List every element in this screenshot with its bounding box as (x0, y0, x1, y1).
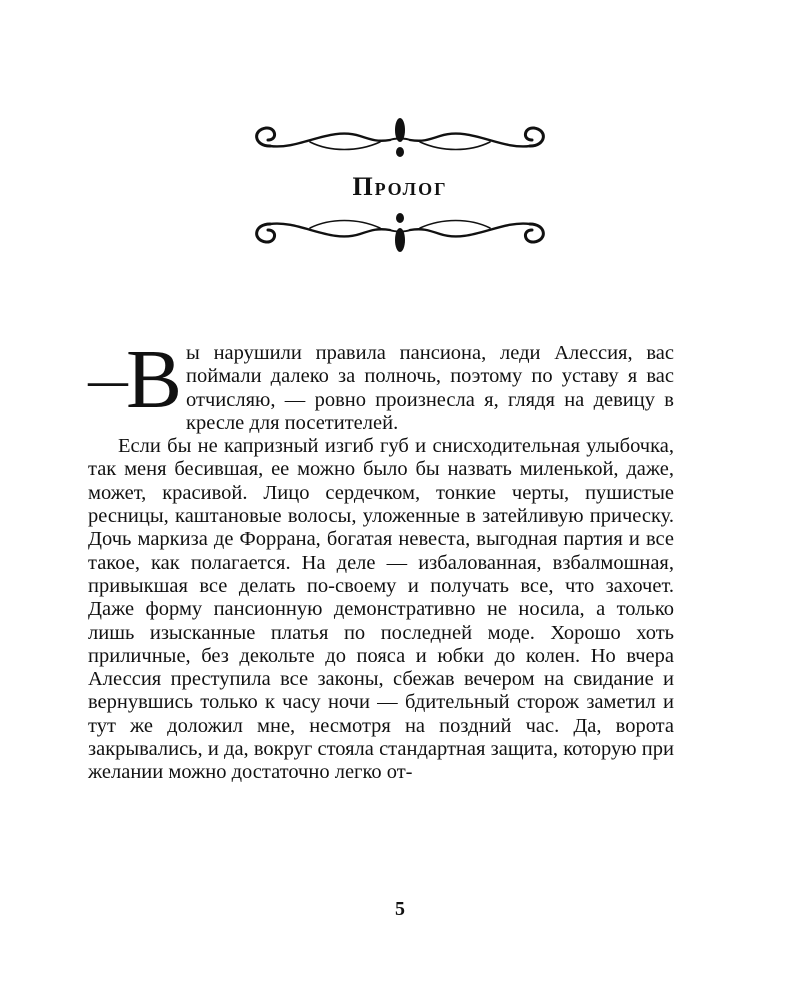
paragraph-text: ы нарушили правила пансиона, леди Алессия, вас поймали далеко за полночь, поэтому по уставу я вас отчисляю, — ровно произнесла я, глядя на девицу в кресле для посетителей. (186, 342, 674, 434)
second-paragraph: Если бы не капризный изгиб губ и снисходительная улыбочка, так меня бесившая, ее можно было бы назвать миленькой, даже, может, красивой. Лицо сердечком, тонкие черты, пушистые ресницы, каштановые волосы, уложенные в затейливую прическу. Дочь маркиза де Форрана, богатая невеста, выгодная партия и все такое, как полагается. На деле — избалованная, взбалмошная, привыкшая все делать по-своему и получать все, что захочет. Даже форму пансионную демонстративно не носила, а только лишь изысканные платья по последней моде. Хорошо хоть приличные, без декольте до пояса и юбки до колен. Но вчера Алессия преступила все законы, сбежав вечером на свидание и вернувшись только к часу ночи — бдительный сторож заметил и тут же доложил мне, несмотря на поздний час. Да, ворота закрывались, и да, вокруг стояла стандартная защита, которую при желании можно достаточно легко от- (88, 435, 674, 784)
bottom-flourish-icon (240, 208, 560, 258)
page-number: 5 (395, 898, 405, 920)
top-flourish-icon (240, 112, 560, 162)
drop-cap-dash: — (88, 358, 126, 403)
body-text (88, 333, 674, 785)
first-paragraph (88, 333, 674, 435)
drop-cap (88, 333, 183, 426)
chapter-title: Пролог (352, 172, 448, 201)
drop-cap-letter: В (126, 333, 183, 426)
